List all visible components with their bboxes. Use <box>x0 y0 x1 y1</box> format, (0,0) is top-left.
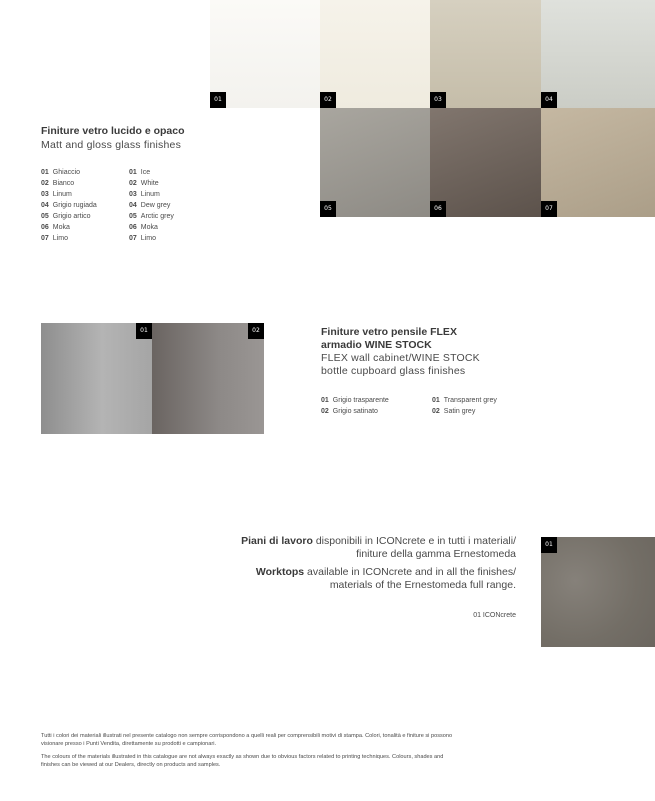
swatch-number: 06 <box>430 201 446 217</box>
title-english-line2: bottle cupboard glass finishes <box>321 365 466 377</box>
swatch-ghiaccio <box>210 0 320 108</box>
swatch-number: 03 <box>430 92 446 108</box>
title-english: Matt and gloss glass finishes <box>41 139 182 151</box>
section-title-flex-finishes <box>321 326 480 378</box>
swatch-grigio-satinato <box>152 323 264 434</box>
title-italian: Finiture vetro lucido e opaco <box>41 125 185 137</box>
title-english-line1: FLEX wall cabinet/WINE STOCK <box>321 352 480 364</box>
swatch-number: 02 <box>248 323 264 339</box>
title-italian-line2: armadio WINE STOCK <box>321 339 432 351</box>
list-item: 01 Grigio trasparente <box>321 397 389 404</box>
disclaimer <box>41 733 461 775</box>
list-item: 01 Transparent grey <box>432 397 497 404</box>
list-item: 02 Bianco <box>41 180 75 187</box>
list-item: 07 Limo <box>41 235 68 242</box>
list-item: 03 Linum <box>41 191 72 198</box>
list-item: 02 Grigio satinato <box>321 408 378 415</box>
disclaimer-italian: Tutti i colori dei materiali illustrati nel presente catalogo non sempre corrispondono a quelli reali per comprensibili motivi di stampa. Colori, tonalità e finiture si possono visionare presso i Punti Vendita, direttamente su prodotti e campionari. <box>41 733 453 747</box>
list-item: 07 Limo <box>129 235 156 242</box>
swatch-iconcrete <box>541 537 655 647</box>
list-item: 01 Ice <box>129 169 151 176</box>
flex-list-italian <box>321 395 389 417</box>
list-item: 04 Grigio rugiada <box>41 202 97 209</box>
worktops-italian: Piani di lavoro disponibili in ICONcrete e in tutti i materiali/ finiture della gamma Ernestomeda <box>241 535 516 560</box>
title-italian-line1: Finiture vetro pensile FLEX <box>321 326 457 338</box>
finish-list-english <box>129 167 174 244</box>
swatch-number: 01 <box>210 92 226 108</box>
list-item: 02 White <box>129 180 159 187</box>
swatch-moka <box>430 108 541 217</box>
worktops-english: Worktops available in ICONcrete and in all the finishes/ materials of the Ernestomeda full range. <box>255 566 516 591</box>
swatch-number: 02 <box>320 92 336 108</box>
list-item: 05 Grigio artico <box>41 213 91 220</box>
swatch-number: 01 <box>541 537 557 553</box>
swatch-grigio-artico <box>320 108 430 217</box>
worktops-description <box>96 535 516 597</box>
list-item: 06 Moka <box>129 224 158 231</box>
swatch-number: 01 <box>136 323 152 339</box>
list-item: 03 Linum <box>129 191 160 198</box>
swatch-limo <box>541 108 655 217</box>
list-item: 04 Dew grey <box>129 202 171 209</box>
section-title-glass-finishes <box>41 124 185 152</box>
swatch-number: 04 <box>541 92 557 108</box>
swatch-bianco <box>320 0 430 108</box>
list-item: 06 Moka <box>41 224 70 231</box>
list-item: 05 Arctic grey <box>129 213 174 220</box>
swatch-grigio-rugiada <box>541 0 655 108</box>
swatch-number: 07 <box>541 201 557 217</box>
swatch-grigio-trasparente <box>41 323 152 434</box>
swatch-linum <box>430 0 541 108</box>
iconcrete-label: 01 ICONcrete <box>473 612 516 619</box>
disclaimer-english: The colours of the materials illustrated in this catalogue are not always exactly as shown due to obvious factors related to printing techniques. Colours, shades and finishes can be viewed at our Dealers, directly on products and samples. <box>41 754 444 768</box>
swatch-number: 05 <box>320 201 336 217</box>
flex-list-english <box>432 395 497 417</box>
finish-list-italian <box>41 167 97 244</box>
list-item: 02 Satin grey <box>432 408 476 415</box>
list-item: 01 Ghiaccio <box>41 169 81 176</box>
